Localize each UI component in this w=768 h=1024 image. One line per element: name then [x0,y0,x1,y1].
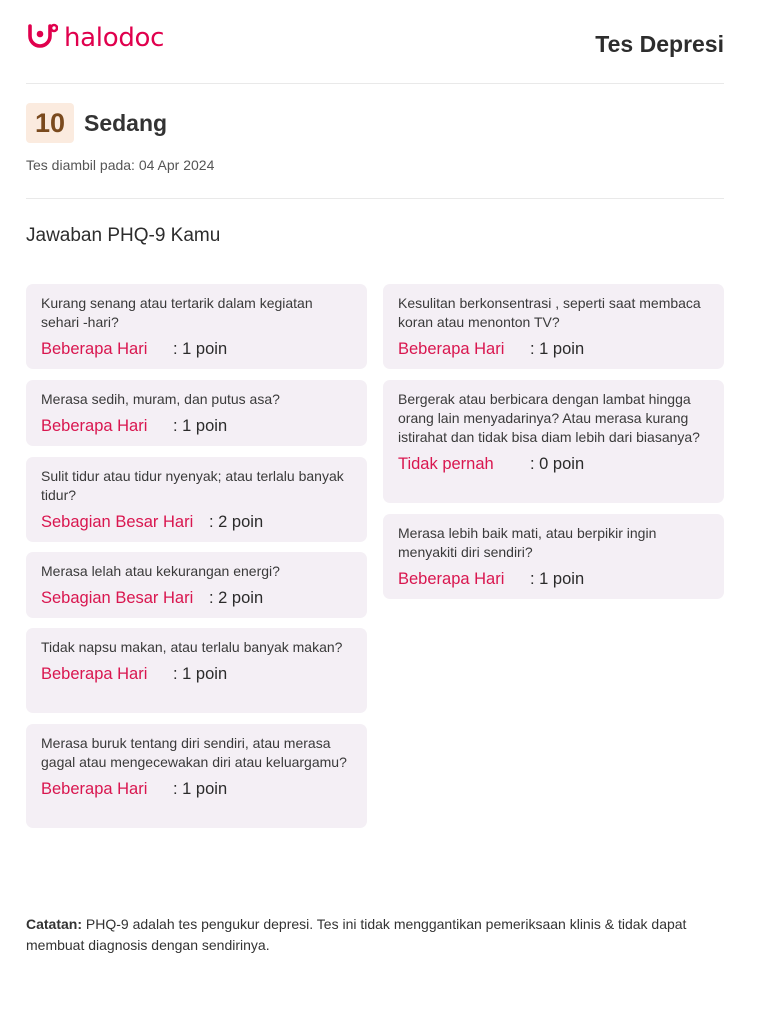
answer-frequency: Beberapa Hari [398,570,505,588]
answer-points: : 2 poin [209,513,264,531]
severity-label: Sedang [84,109,168,136]
answer-row [41,779,352,799]
answer-card [383,380,724,503]
answer-points: : 2 poin [209,589,264,607]
question-text: Tidak napsu makan, atau terlalu banyak makan? [41,639,343,655]
test-date: Tes diambil pada: 04 Apr 2024 [26,157,215,173]
answer-points: : 1 poin [173,665,228,683]
answer-points: : 1 poin [173,340,228,358]
answer-row [41,339,352,359]
note-text: PHQ-9 adalah tes pengukur depresi. Tes ini tidak menggantikan pemeriksaan klinis & tidak dapat membuat diagnosis dengan sendirinya. [26,916,687,953]
answer-row [398,454,709,474]
divider [26,198,724,199]
question-text: Bergerak atau berbicara dengan lambat hingga orang lain menyadarinya? Atau merasa kurang istirahat dan tidak bisa diam lebih dari biasanya? [398,391,700,445]
question-text: Kesulitan berkonsentrasi , seperti saat membaca koran atau menonton TV? [398,295,701,330]
answer-points: : 1 poin [530,570,585,588]
section-title: Jawaban PHQ-9 Kamu [26,225,221,246]
answer-row [41,512,352,532]
answer-card [26,552,367,618]
answer-card [26,380,367,446]
answer-points: : 1 poin [173,417,228,435]
answer-row [41,664,352,684]
answer-frequency: Tidak pernah [398,455,494,473]
question-text: Merasa lebih baik mati, atau berpikir ingin menyakiti diri sendiri? [398,525,657,560]
answer-card [26,724,367,828]
brand-logo [26,22,164,54]
answer-frequency: Beberapa Hari [41,417,148,435]
answer-frequency: Beberapa Hari [41,665,148,683]
answer-frequency: Sebagian Besar Hari [41,589,194,607]
question-text: Merasa lelah atau kekurangan energi? [41,563,280,579]
answer-card [26,457,367,542]
question-text: Kurang senang atau tertarik dalam kegiatan sehari -hari? [41,295,313,330]
note-label: Catatan: [26,916,83,932]
answer-points: : 0 poin [530,455,585,473]
disclaimer-note [26,914,726,956]
answer-row [398,569,709,589]
answer-card [26,628,367,713]
divider [26,83,724,84]
question-text: Sulit tidur atau tidur nyenyak; atau terlalu banyak tidur? [41,468,344,503]
answer-card [26,284,367,369]
answer-card [383,514,724,599]
answer-frequency: Beberapa Hari [41,340,148,358]
stethoscope-logo-icon [26,23,58,53]
question-text: Merasa sedih, muram, dan putus asa? [41,391,280,407]
answer-points: : 1 poin [530,340,585,358]
answer-points: : 1 poin [173,780,228,798]
score-row [26,103,167,143]
answer-frequency: Sebagian Besar Hari [41,513,194,531]
document-title: Tes Depresi [595,31,724,57]
brand-name: halodoc [64,23,165,53]
answer-row [41,588,352,608]
answer-frequency: Beberapa Hari [41,780,148,798]
header [26,22,724,62]
question-text: Merasa buruk tentang diri sendiri, atau merasa gagal atau mengecewakan diri atau keluargamu? [41,735,347,770]
answer-row [41,416,352,436]
answer-card [383,284,724,369]
answer-frequency: Beberapa Hari [398,340,505,358]
answer-row [398,339,709,359]
score-badge: 10 [26,103,74,143]
